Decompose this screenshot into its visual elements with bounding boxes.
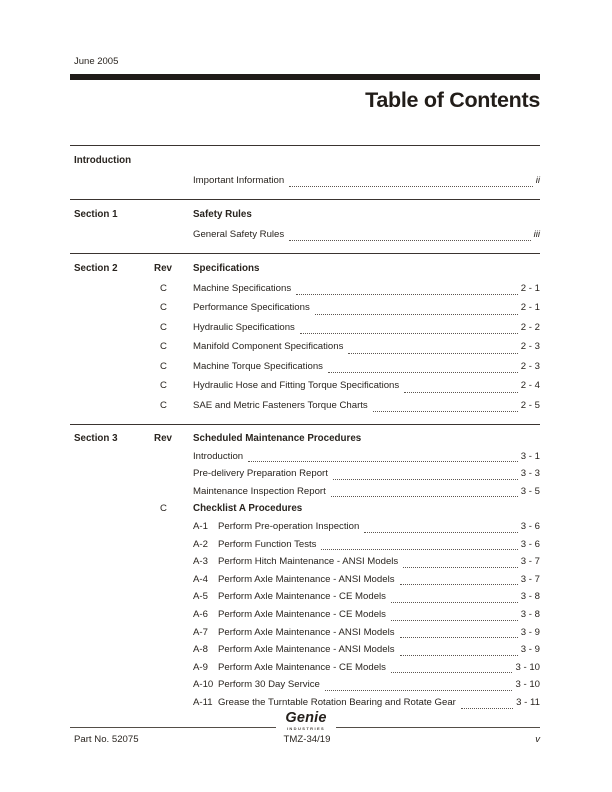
toc-entry xyxy=(70,694,540,712)
header-rule-bar xyxy=(70,74,540,80)
page-title: Table of Contents xyxy=(365,88,540,112)
footer xyxy=(70,733,540,746)
section-block xyxy=(70,424,540,721)
entry-number: A-6 xyxy=(193,608,208,620)
entry-content xyxy=(193,357,540,377)
leader-dots xyxy=(289,185,533,187)
issue-date: June 2005 xyxy=(74,56,119,67)
entry-content xyxy=(193,536,540,554)
section-heading-row xyxy=(70,151,540,171)
entry-rev: C xyxy=(160,380,167,391)
leader-dots xyxy=(348,352,517,354)
section-heading: Safety Rules xyxy=(193,209,252,220)
entry-page: 3 - 10 xyxy=(515,661,540,673)
leader-dots xyxy=(333,478,518,480)
toc-entry xyxy=(70,676,540,694)
rev-column-header: Rev xyxy=(154,433,172,444)
entry-title: Perform Axle Maintenance - CE Models xyxy=(218,608,386,620)
leader-dots xyxy=(391,601,518,603)
toc-entry xyxy=(70,483,540,501)
entry-content xyxy=(193,448,540,466)
section-block xyxy=(70,145,540,199)
toc-entry xyxy=(70,225,540,245)
toc-entry xyxy=(70,396,540,416)
leader-dots xyxy=(400,636,518,638)
entry-page: 3 - 9 xyxy=(520,626,540,638)
entry-title: Maintenance Inspection Report xyxy=(193,485,326,497)
entry-page: 2 - 1 xyxy=(520,302,540,313)
entry-content xyxy=(193,518,540,536)
toc xyxy=(70,145,540,721)
leader-dots xyxy=(289,239,530,241)
entry-title: General Safety Rules xyxy=(193,228,285,240)
entry-content xyxy=(193,588,540,606)
entry-page: 2 - 5 xyxy=(520,399,540,411)
entry-number: A-9 xyxy=(193,661,208,673)
entry-content xyxy=(193,641,540,659)
entry-content xyxy=(193,376,540,396)
entry-title: Manifold Component Specifications xyxy=(193,341,344,352)
entry-rev: C xyxy=(160,302,167,313)
entry-page: 3 - 6 xyxy=(520,520,540,532)
toc-entry xyxy=(70,465,540,483)
leader-dots xyxy=(400,583,518,585)
entry-title: Perform Axle Maintenance - CE Models xyxy=(218,661,386,673)
entry-content xyxy=(193,571,540,589)
entry-content xyxy=(193,337,540,357)
entry-title: Introduction xyxy=(193,450,244,462)
section-heading-row xyxy=(70,430,540,448)
leader-dots xyxy=(325,689,513,691)
entry-rev: C xyxy=(160,503,167,515)
entry-content xyxy=(193,676,540,694)
entry-content xyxy=(193,465,540,483)
entry-title: Important Information xyxy=(193,174,285,186)
entry-title: Perform Axle Maintenance - ANSI Models xyxy=(218,573,395,585)
entry-content xyxy=(193,318,540,338)
entry-content xyxy=(193,500,540,518)
entry-title: Perform Axle Maintenance - ANSI Models xyxy=(218,644,395,656)
entry-content xyxy=(193,553,540,571)
entry-title: Hydraulic Hose and Fitting Torque Specifications xyxy=(193,380,400,391)
entry-title: Perform 30 Day Service xyxy=(218,679,320,691)
leader-dots xyxy=(404,391,518,393)
entry-content xyxy=(193,279,540,299)
entry-page: 2 - 4 xyxy=(520,380,540,391)
entry-number: A-5 xyxy=(193,591,208,603)
leader-dots xyxy=(328,371,518,373)
logo-wordmark: Genie INDUSTRIES xyxy=(276,711,335,731)
entry-title: Machine Specifications xyxy=(193,282,292,294)
entry-title: SAE and Metric Fasteners Torque Charts xyxy=(193,399,368,411)
entry-rev: C xyxy=(160,341,167,352)
entry-rev: C xyxy=(160,282,167,294)
leader-dots xyxy=(400,654,518,656)
section-heading-row xyxy=(70,259,540,279)
section-label: Section 3 xyxy=(74,433,118,444)
entry-number: A-4 xyxy=(193,573,208,585)
entry-content xyxy=(193,694,540,712)
entry-number: A-8 xyxy=(193,644,208,656)
entry-content xyxy=(193,298,540,318)
entry-title: Pre-delivery Preparation Report xyxy=(193,468,328,480)
toc-entry xyxy=(70,298,540,318)
leader-dots xyxy=(461,707,513,709)
toc-entry xyxy=(70,536,540,554)
entry-title: Perform Pre-operation Inspection xyxy=(218,520,360,532)
leader-dots xyxy=(391,671,512,673)
footer-rule xyxy=(70,727,540,728)
toc-entry xyxy=(70,588,540,606)
leader-dots xyxy=(403,566,518,568)
entry-page: 3 - 8 xyxy=(520,591,540,603)
entry-page: 3 - 1 xyxy=(520,450,540,462)
toc-entry xyxy=(70,357,540,377)
model-number: TMZ-34/19 xyxy=(283,734,331,745)
leader-dots xyxy=(321,548,517,550)
toc-entry xyxy=(70,553,540,571)
entry-content xyxy=(193,606,540,624)
entry-title: Machine Torque Specifications xyxy=(193,360,323,372)
entry-number: A-1 xyxy=(193,520,208,532)
section-label: Section 2 xyxy=(74,263,118,274)
entry-content xyxy=(193,225,540,245)
entry-page: 3 - 5 xyxy=(520,485,540,497)
toc-entry xyxy=(70,518,540,536)
entry-content xyxy=(193,396,540,416)
entry-page: 3 - 9 xyxy=(520,644,540,656)
entry-page: 3 - 6 xyxy=(520,538,540,550)
toc-entry xyxy=(70,337,540,357)
section-heading-row xyxy=(70,205,540,225)
leader-dots xyxy=(315,313,518,315)
leader-dots xyxy=(391,619,518,621)
toc-entry xyxy=(70,171,540,191)
toc-entry xyxy=(70,376,540,396)
entry-content xyxy=(193,659,540,677)
entry-page: 3 - 7 xyxy=(520,573,540,585)
entry-rev: C xyxy=(160,360,167,372)
entry-page: 2 - 2 xyxy=(520,321,540,333)
entry-title: Perform Axle Maintenance - ANSI Models xyxy=(218,626,395,638)
section-label: Section 1 xyxy=(74,209,118,220)
leader-dots xyxy=(300,332,518,334)
logo-subtext: INDUSTRIES xyxy=(286,726,326,731)
toc-entry xyxy=(70,641,540,659)
entry-page: 2 - 1 xyxy=(520,282,540,294)
entry-title: Performance Specifications xyxy=(193,302,310,313)
entry-content xyxy=(193,624,540,642)
entry-number: A-11 xyxy=(193,696,213,708)
entry-title: Perform Axle Maintenance - CE Models xyxy=(218,591,386,603)
entry-content xyxy=(193,483,540,501)
entry-title: Checklist A Procedures xyxy=(193,503,303,515)
toc-entry xyxy=(70,624,540,642)
entry-page: 3 - 11 xyxy=(516,696,540,708)
entry-page: 3 - 3 xyxy=(520,468,540,480)
leader-dots xyxy=(296,293,518,295)
entry-title: Grease the Turntable Rotation Bearing and Rotate Gear xyxy=(218,696,456,708)
toc-entry xyxy=(70,279,540,299)
entry-number: A-3 xyxy=(193,556,208,568)
rev-column-header: Rev xyxy=(154,263,172,274)
entry-rev: C xyxy=(160,321,167,333)
toc-entry xyxy=(70,659,540,677)
toc-entry xyxy=(70,318,540,338)
toc-entry xyxy=(70,606,540,624)
entry-number: A-7 xyxy=(193,626,208,638)
toc-entry xyxy=(70,571,540,589)
entry-number: A-2 xyxy=(193,538,208,550)
entry-page: 2 - 3 xyxy=(520,341,540,352)
entry-title: Perform Hitch Maintenance - ANSI Models xyxy=(218,556,399,568)
entry-page: ii xyxy=(535,174,540,186)
entry-title: Perform Function Tests xyxy=(218,538,317,550)
leader-dots xyxy=(248,460,518,462)
page-number: v xyxy=(535,734,540,745)
entry-page: 3 - 10 xyxy=(515,679,540,691)
section-heading: Scheduled Maintenance Procedures xyxy=(193,433,362,444)
section-label: Introduction xyxy=(74,155,132,166)
entry-page: 2 - 3 xyxy=(520,360,540,372)
part-number: Part No. 52075 xyxy=(74,734,139,745)
leader-dots xyxy=(364,531,517,533)
leader-dots xyxy=(331,495,518,497)
entry-content xyxy=(193,171,540,191)
leader-dots xyxy=(373,410,518,412)
entry-number: A-10 xyxy=(193,679,214,691)
entry-page: 3 - 7 xyxy=(520,556,540,568)
section-block xyxy=(70,253,540,424)
section-heading: Specifications xyxy=(193,263,260,274)
entry-page: iii xyxy=(533,228,540,240)
toc-entry xyxy=(70,500,540,518)
section-block xyxy=(70,199,540,253)
entry-title: Hydraulic Specifications xyxy=(193,321,295,333)
entry-rev: C xyxy=(160,399,167,411)
entry-page: 3 - 8 xyxy=(520,608,540,620)
toc-entry xyxy=(70,448,540,466)
